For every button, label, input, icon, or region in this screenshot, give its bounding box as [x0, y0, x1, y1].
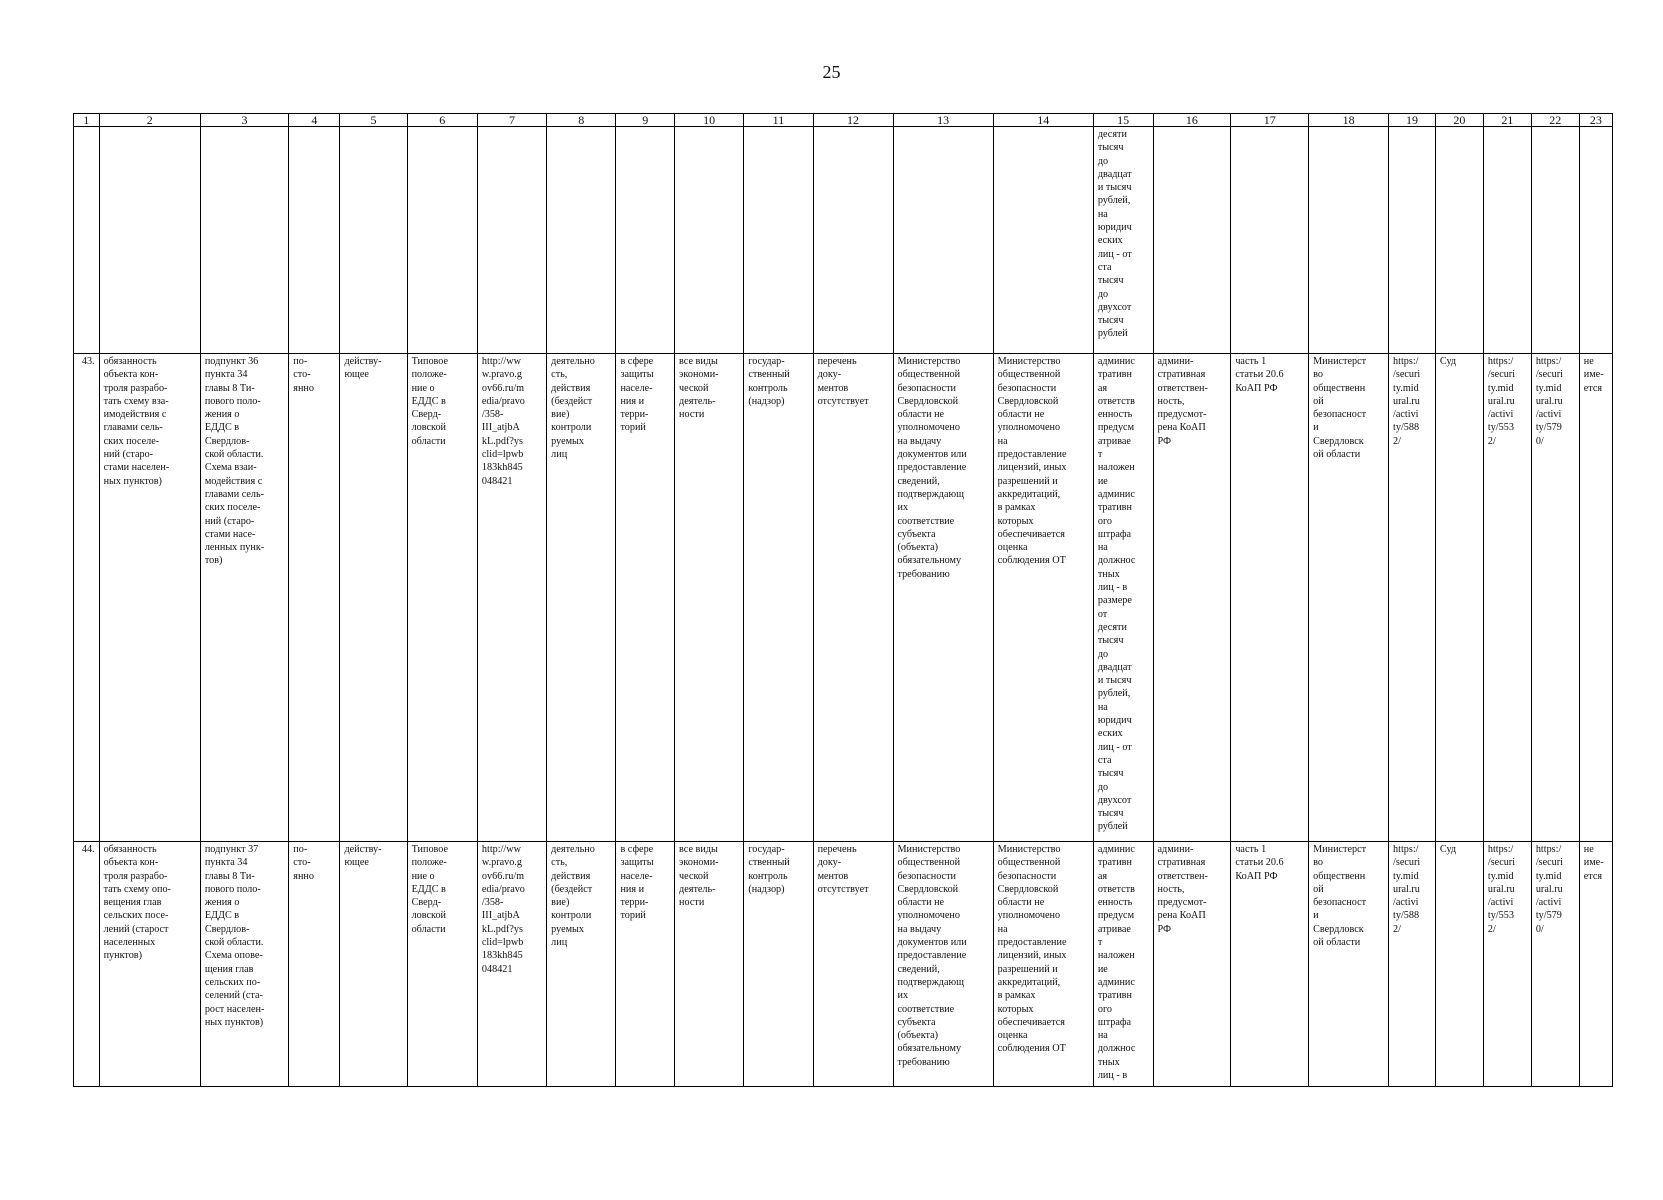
liability-type-cell: админи- стративная ответствен- ность, предусмот- рена КоАП РФ — [1153, 354, 1231, 842]
status-cell: действу- ющее — [340, 354, 407, 842]
table-cell — [1309, 127, 1389, 354]
table-cell — [813, 127, 893, 354]
documents-cell: перечень доку- ментов отсутствует — [813, 354, 893, 842]
legal-reference-cell: подпункт 37 пункта 34 главы 8 Ти- пового поло- жения о ЕДДС в Свердлов- ской области. Схема опове- щения глав сельских по- селений (ста- рост населен- ных пунктов) — [200, 842, 288, 1087]
sphere-cell: в сфере защиты населе- ния и терри- торий — [616, 842, 675, 1087]
page-number: 25 — [822, 62, 841, 82]
table-cell — [1531, 127, 1579, 354]
table-cell — [289, 127, 340, 354]
column-header: 12 — [813, 114, 893, 127]
act-name-cell: Типовое положе- ние о ЕДДС в Сверд- ловской области — [407, 354, 477, 842]
act-name-cell: Типовое положе- ние о ЕДДС в Сверд- ловской области — [407, 842, 477, 1087]
table-row — [74, 842, 1613, 1087]
table-cell — [1389, 127, 1436, 354]
penalty-cell: админис тративн ая ответств енность предусм атривае т наложен ие админис тративн ого штрафа на должнос тных лиц - в размере от десяти тысяч до двадцат и тысяч рублей, на юридич еских лиц - от ста тысяч до двухсот тысяч рублей — [1093, 354, 1153, 842]
column-header: 2 — [99, 114, 200, 127]
licensing-cell: Министерство общественной безопасности Свердловской области не уполномочено на предоставление лицензий, иных разрешений и аккредитаций, в рамках которых обеспечивается оценка соблюдения ОТ — [993, 354, 1093, 842]
review-body-cell: Суд — [1435, 842, 1483, 1087]
column-header: 10 — [675, 114, 744, 127]
table-cell — [547, 127, 616, 354]
act-link-cell[interactable]: http://ww w.pravo.g ov66.ru/m edia/pravo /358- III_atjbA kL.pdf?ys clid=lpwb 183kh845 048421 — [477, 842, 546, 1087]
table-cell — [1435, 127, 1483, 354]
table-cell — [1153, 127, 1231, 354]
activity-cell: все виды экономи- ческой деятель- ности — [675, 354, 744, 842]
control-type-cell: государ- ственный контроль (надзор) — [744, 842, 813, 1087]
table-cell — [1483, 127, 1531, 354]
link-cell[interactable]: https:/ /securi ty.mid ural.ru /activi ty/579 0/ — [1531, 354, 1579, 842]
header-row — [74, 114, 1613, 127]
column-header: 15 — [1093, 114, 1153, 127]
review-body-cell: Суд — [1435, 354, 1483, 842]
article-cell: часть 1 статьи 20.6 КоАП РФ — [1231, 842, 1309, 1087]
penalty-cell: админис тративн ая ответств енность предусм атривае т наложен ие админис тративн ого штрафа на должнос тных лиц - в — [1093, 842, 1153, 1087]
object-cell: деятельно сть, действия (бездейст вие) контроли руемых лиц — [547, 354, 616, 842]
period-cell: по- сто- янно — [289, 842, 340, 1087]
table-cell — [340, 127, 407, 354]
column-header: 9 — [616, 114, 675, 127]
authority-link-cell[interactable]: https:/ /securi ty.mid ural.ru /activi ty/588 2/ — [1389, 354, 1436, 842]
link-cell[interactable]: https:/ /securi ty.mid ural.ru /activi ty/579 0/ — [1531, 842, 1579, 1087]
control-type-cell: государ- ственный контроль (надзор) — [744, 354, 813, 842]
object-cell: деятельно сть, действия (бездейст вие) контроли руемых лиц — [547, 842, 616, 1087]
documents-authority-cell: Министерство общественной безопасности Свердловской области не уполномочено на выдачу документов или предоставление сведений, подтверждающ их соответствие субъекта (объекта) обязательному требованию — [893, 354, 993, 842]
table-cell — [993, 127, 1093, 354]
table-cell — [74, 127, 100, 354]
table-row — [74, 354, 1613, 842]
table-cell — [1231, 127, 1309, 354]
column-header: 20 — [1435, 114, 1483, 127]
column-header: 14 — [993, 114, 1093, 127]
requirement-cell: обязанность объекта кон- троля разрабо- тать схему опо- вещения глав сельских посе- лений (старост населенных пунктов) — [99, 842, 200, 1087]
column-header: 23 — [1579, 114, 1612, 127]
authority-cell: Министерст во общественн ой безопасност и Свердловск ой области — [1309, 354, 1389, 842]
column-header: 5 — [340, 114, 407, 127]
documents-cell: перечень доку- ментов отсутствует — [813, 842, 893, 1087]
link-cell[interactable]: https:/ /securi ty.mid ural.ru /activi ty/553 2/ — [1483, 354, 1531, 842]
table-cell — [744, 127, 813, 354]
note-cell: не име- ется — [1579, 842, 1612, 1087]
sphere-cell: в сфере защиты населе- ния и терри- торий — [616, 354, 675, 842]
documents-authority-cell: Министерство общественной безопасности Свердловской области не уполномочено на выдачу документов или предоставление сведений, подтверждающ их соответствие субъекта (объекта) обязательному требованию — [893, 842, 993, 1087]
column-header: 8 — [547, 114, 616, 127]
table-cell — [407, 127, 477, 354]
column-header: 6 — [407, 114, 477, 127]
legal-reference-cell: подпункт 36 пункта 34 главы 8 Ти- пового поло- жения о ЕДДС в Свердлов- ской области. Схема взаи- модействия с главами сель- ских поселе- ний (старо- стами насе- ленных пунк- тов) — [200, 354, 288, 842]
note-cell: не име- ется — [1579, 354, 1612, 842]
continuation-row — [74, 127, 1613, 354]
table-cell — [1579, 127, 1612, 354]
authority-cell: Министерст во общественн ой безопасност и Свердловск ой области — [1309, 842, 1389, 1087]
article-cell: часть 1 статьи 20.6 КоАП РФ — [1231, 354, 1309, 842]
penalty-continuation-cell: десяти тысяч до двадцат и тысяч рублей, на юридич еских лиц - от ста тысяч до двухсот тысяч рублей — [1093, 127, 1153, 354]
row-number: 44. — [74, 842, 100, 1087]
act-link-cell[interactable]: http://ww w.pravo.g ov66.ru/m edia/pravo /358- III_atjbA kL.pdf?ys clid=lpwb 183kh845 048421 — [477, 354, 546, 842]
column-header: 3 — [200, 114, 288, 127]
column-header: 13 — [893, 114, 993, 127]
table-cell — [477, 127, 546, 354]
table-cell — [616, 127, 675, 354]
table-cell — [675, 127, 744, 354]
column-header: 11 — [744, 114, 813, 127]
activity-cell: все виды экономи- ческой деятель- ности — [675, 842, 744, 1087]
column-header: 4 — [289, 114, 340, 127]
column-header: 7 — [477, 114, 546, 127]
authority-link-cell[interactable]: https:/ /securi ty.mid ural.ru /activi ty/588 2/ — [1389, 842, 1436, 1087]
status-cell: действу- ющее — [340, 842, 407, 1087]
column-header: 22 — [1531, 114, 1579, 127]
column-header: 16 — [1153, 114, 1231, 127]
table-cell — [99, 127, 200, 354]
column-header: 1 — [74, 114, 100, 127]
column-header: 17 — [1231, 114, 1309, 127]
column-header: 21 — [1483, 114, 1531, 127]
period-cell: по- сто- янно — [289, 354, 340, 842]
requirement-cell: обязанность объекта кон- троля разрабо- тать схему вза- имодействия с главами сель- ских поселе- ний (старо- стами населен- ных пунктов) — [99, 354, 200, 842]
column-header: 19 — [1389, 114, 1436, 127]
liability-type-cell: админи- стративная ответствен- ность, предусмот- рена КоАП РФ — [1153, 842, 1231, 1087]
column-header: 18 — [1309, 114, 1389, 127]
link-cell[interactable]: https:/ /securi ty.mid ural.ru /activi ty/553 2/ — [1483, 842, 1531, 1087]
licensing-cell: Министерство общественной безопасности Свердловской области не уполномочено на предоставление лицензий, иных разрешений и аккредитаций, в рамках которых обеспечивается оценка соблюдения ОТ — [993, 842, 1093, 1087]
requirements-table — [73, 113, 1613, 1087]
table-cell — [200, 127, 288, 354]
table-cell — [893, 127, 993, 354]
row-number: 43. — [74, 354, 100, 842]
